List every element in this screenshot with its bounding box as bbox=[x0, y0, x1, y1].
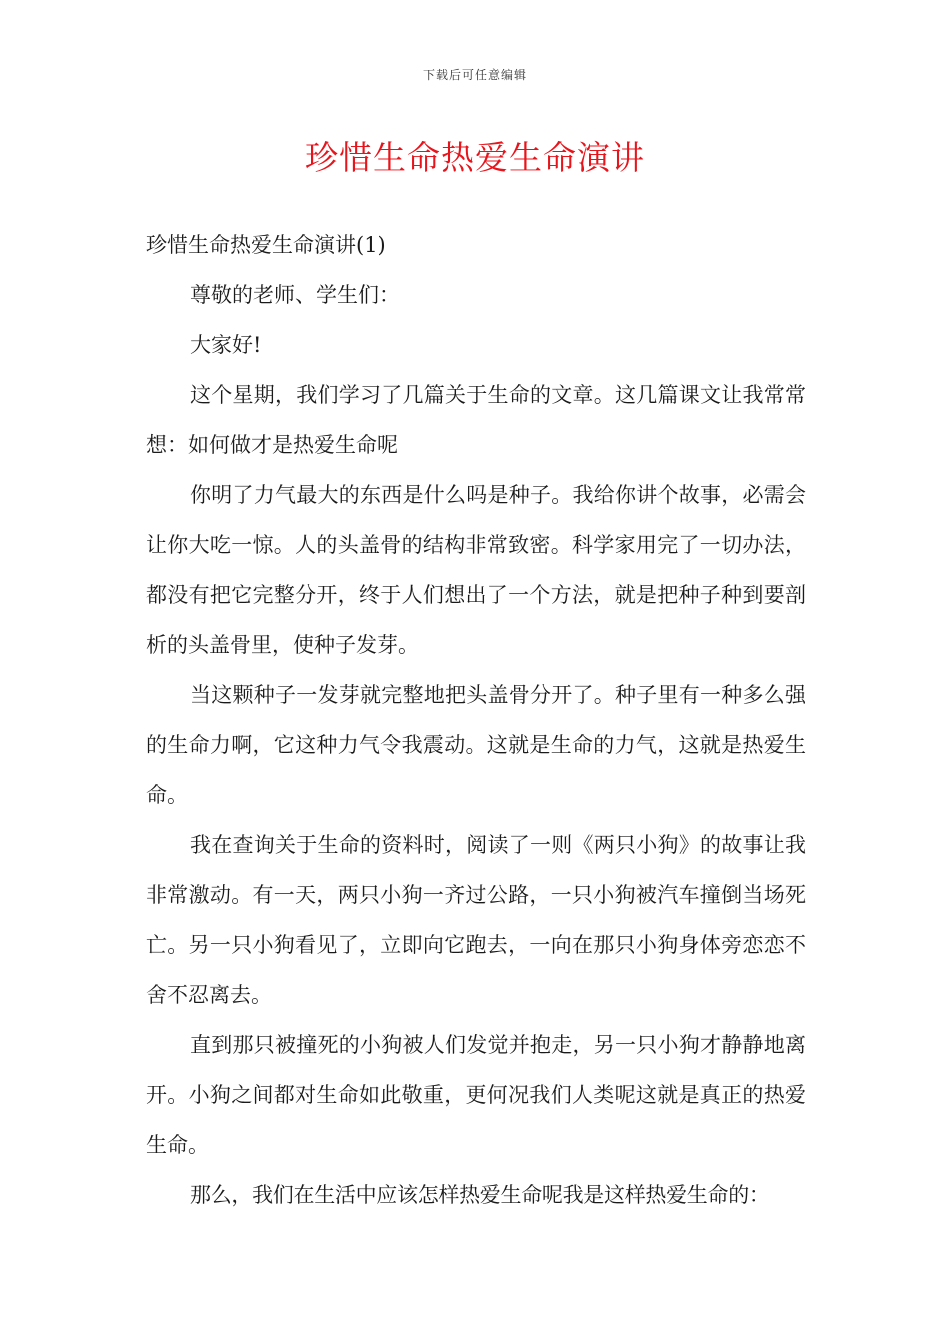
section-heading: 珍惜生命热爱生命演讲(1) bbox=[146, 233, 386, 257]
document-body bbox=[146, 220, 806, 1220]
document-title: 珍惜生命热爱生命演讲 bbox=[305, 138, 645, 177]
paragraph: 那么，我们在生活中应该怎样热爱生命呢我是这样热爱生命的： bbox=[190, 1183, 770, 1207]
paragraph: 你明了力气最大的东西是什么吗是种子。我给你讲个故事，必需会让你大吃一惊。人的头盖骨的结构非常致密。科学家用完了一切办法，都没有把它完整分开，终于人们想出了一个方法，就是把种子种到要剖析的头盖骨里，使种子发芽。 bbox=[146, 483, 806, 657]
paragraph: 直到那只被撞死的小狗被人们发觉并抱走，另一只小狗才静静地离开。小狗之间都对生命如此敬重，更何况我们人类呢这就是真正的热爱生命。 bbox=[146, 1033, 806, 1157]
paragraph: 当这颗种子一发芽就完整地把头盖骨分开了。种子里有一种多么强的生命力啊，它这种力气令我震动。这就是生命的力气，这就是热爱生命。 bbox=[146, 683, 806, 807]
greeting: 大家好! bbox=[190, 333, 262, 357]
paragraph: 我在查询关于生命的资料时，阅读了一则《两只小狗》的故事让我非常激动。有一天，两只小狗一齐过公路，一只小狗被汽车撞倒当场死亡。另一只小狗看见了，立即向它跑去，一向在那只小狗身体旁恋恋不舍不忍离去。 bbox=[146, 833, 806, 1007]
salutation: 尊敬的老师、学生们： bbox=[190, 283, 400, 307]
header-note: 下载后可任意编辑 bbox=[422, 68, 527, 82]
paragraph: 这个星期，我们学习了几篇关于生命的文章。这几篇课文让我常常想：如何做才是热爱生命呢 bbox=[146, 383, 806, 457]
